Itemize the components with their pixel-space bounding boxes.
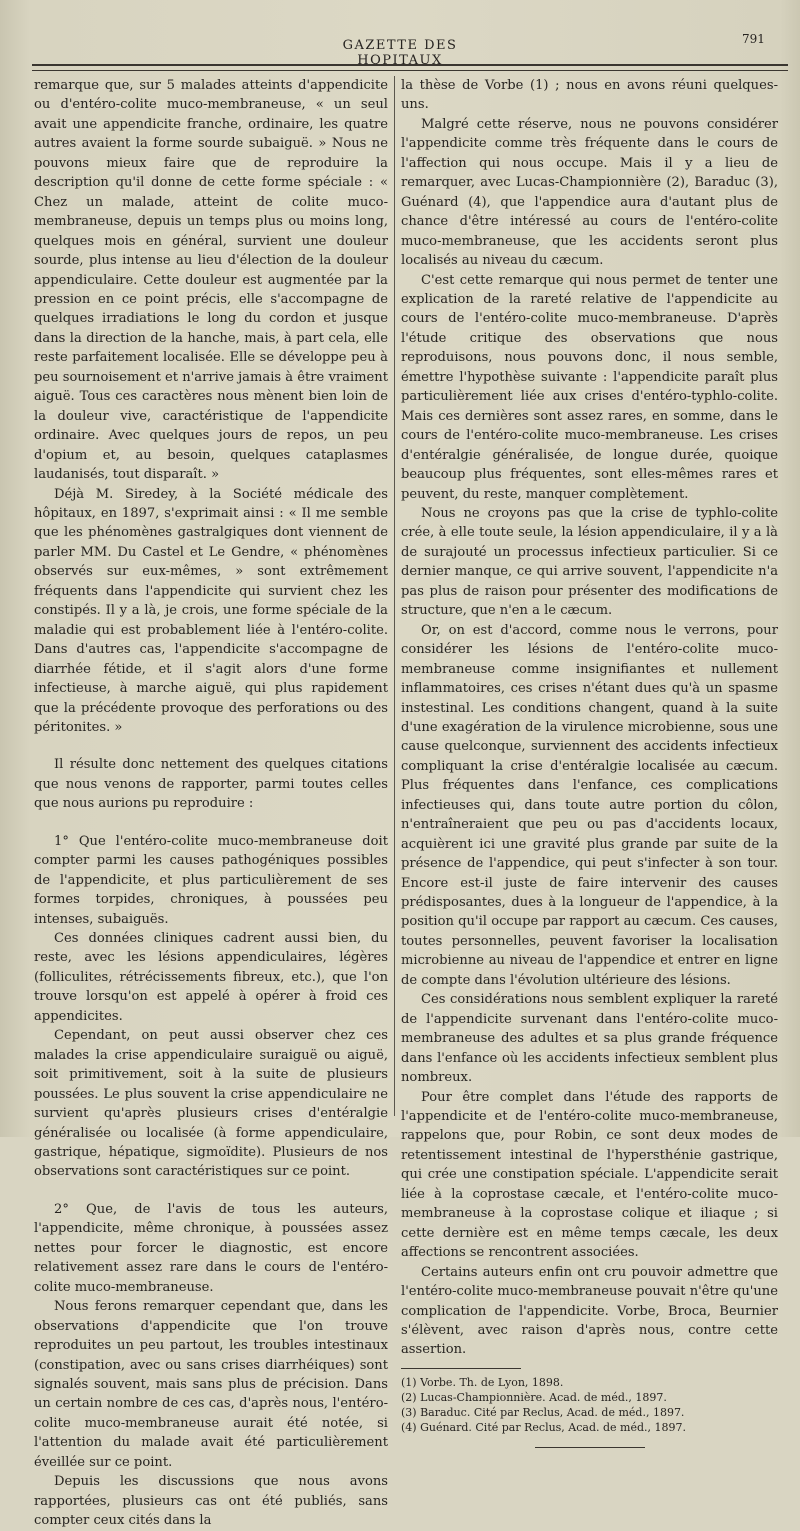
left-column xyxy=(34,76,388,1531)
paragraph: 1° Que l'entéro-colite muco-membraneuse doit compter parmi les causes pathogéniques possibles de l'appendicite, et plus particulièrement de ses formes torpides, chroniques, à poussées peu intenses, subaiguës. xyxy=(34,833,388,927)
paragraph: Depuis les discussions que nous avons rapportées, plusieurs cas ont été publiés, sans compter ceux cités dans la xyxy=(34,1474,388,1529)
page-header-title: GAZETTE DES HOPITAUX xyxy=(342,38,458,68)
paragraph: Certains auteurs enfin ont cru pouvoir admettre que l'entéro-colite muco-membraneuse pouvait n'être qu'une complication de l'appendicite. Vorbe, Broca, Beurnier s'élèvent, avec raison d'après nous, contre cette assertion. xyxy=(401,1264,778,1358)
paragraph: Nous ferons remarquer cependant que, dans les observations d'appendicite que l'on trouve reproduites un peu partout, les troubles intestinaux (constipation, avec ou sans crises diarrhéiques) sont signalés souvent, mais sans plus de précision. Dans un certain nombre de ces cas, d'après nous, l'entéro-colite muco-membraneuse aurait été notée, si l'attention du malade avait été particulièrement éveillée sur ce point. xyxy=(34,1299,388,1470)
paragraph: Ces données cliniques cadrent aussi bien, du reste, avec les lésions appendiculaires, légères (folliculites, rétrécissements fibreux, etc.), que l'on trouve lorsqu'on est appelé à opérer à froid ces appendicites. xyxy=(34,931,388,1024)
footnotes xyxy=(401,1375,778,1435)
page-number: 791 xyxy=(742,32,765,46)
column-divider xyxy=(394,76,395,1116)
paragraph: Il résulte donc nettement des quelques citations que nous venons de rapporter, parmi toutes celles que nous aurions pu reproduire : xyxy=(34,757,388,812)
paragraph: Nous ne croyons pas que la crise de typhlo-colite crée, à elle toute seule, la lésion appendiculaire, il y a là de surajouté un processus infectieux particulier. Si ce dernier manque, ce qui arrive souvent, l'appendicite n'a pas plus de raison pour présenter des modifications de structure, que n'en a le cæcum. xyxy=(401,505,778,619)
footnotes-rule xyxy=(401,1368,521,1369)
footnote: (3) Baraduc. Cité par Reclus, Acad. de méd., 1897. xyxy=(401,1405,685,1419)
paragraph: Or, on est d'accord, comme nous le verrons, pour considérer les lésions de l'entéro-colite muco-membraneuse comme insignifiantes et nullement inflammatoires, ces crises n'étant dues qu'à un spasme instestinal. Les conditions changent, quand à la suite d'une exagération de la virulence microbienne, sous une cause quelconque, surviennent des accidents infectieux compliquant la crise d'entéralgie localisée au cæcum. Plus fréquentes dans l'enfance, ces complications infectieuses qui, dans toute autre portion du côlon, n'entraîneraient que peu ou pas d'accidents locaux, acquièrent ici une gravité plus grande par suite de la présence de l'appendice, qui peut s'infecter à son tour. Encore est-il juste de faire intervenir des causes prédisposantes, dues à la longueur de l'appendice, à la position qu'il occupe par rapport au cæcum. Ces causes, toutes personnelles, peuvent favoriser la localisation microbienne au niveau de l'appendice et entrer en ligne de compte dans l'évolution ultérieure des lésions. xyxy=(401,622,778,988)
footnote: (2) Lucas-Championnière. Acad. de méd., 1897. xyxy=(401,1390,667,1404)
paragraph: Pour être complet dans l'étude des rapports de l'appendicite et de l'entéro-colite muco-membraneuse, rappelons que, pour Robin, ce sont deux modes de retentissement intestinal de l'hypersthénie gastrique, qui crée une constipation spéciale. L'appendicite serait liée à la coprostase cæcale, et l'entéro-colite muco-membraneuse à la coprostase colique et iliaque ; si cette dernière est en même temps cæcale, les deux affections se rencontrent associées. xyxy=(401,1089,778,1261)
right-column xyxy=(401,76,778,1448)
paragraph: Cependant, on peut aussi observer chez ces malades la crise appendiculaire suraiguë ou aiguë, soit primitivement, soit à la suite de plusieurs poussées. Le plus souvent la crise appendiculaire ne survient qu'après plusieurs crises d'entéralgie généralisée ou localisée (à forme appendiculaire, gastrique, hépatique, sigmoïdite). Plusieurs de nos observations sont caractéristiques sur ce point. xyxy=(34,1028,388,1180)
end-rule xyxy=(535,1447,645,1448)
header-rule xyxy=(32,64,788,66)
paragraph: Malgré cette réserve, nous ne pouvons considérer l'appendicite comme très fréquente dans le cours de l'affection qui nous occupe. Mais il y a lieu de remarquer, avec Lucas-Championnière (2), Baraduc (3), Guénard (4), que l'appendice aura d'autant plus de chance d'être intéressé au cours de l'entéro-colite muco-membraneuse, que les accidents seront plus localisés au niveau du cæcum. xyxy=(401,116,778,269)
paragraph: Ces considérations nous semblent expliquer la rareté de l'appendicite survenant dans l'entéro-colite muco-membraneuse des adultes et sa plus grande fréquence dans l'enfance où les accidents infectieux semblent plus nombreux. xyxy=(401,992,778,1086)
paragraph: C'est cette remarque qui nous permet de tenter une explication de la rareté relative de l'appendicite au cours de l'entéro-colite muco-membraneuse. D'après l'étude critique des observations que nous reproduisons, nous pouvons donc, il nous semble, émettre l'hypothèse suivante : l'appendicite paraît plus particulièrement liée aux crises d'entéro-typhlo-colite. Mais ces dernières sont assez rares, en somme, dans le cours de l'entéro-colite muco-membraneuse. Les crises d'entéralgie généralisée, de longue durée, quoique beaucoup plus fréquentes, sont elles-mêmes rares et peuvent, du reste, manquer complètement. xyxy=(401,272,778,502)
header-rule-thin xyxy=(32,70,788,71)
footnote: (1) Vorbe. Th. de Lyon, 1898. xyxy=(401,1375,564,1389)
paragraph: 2° Que, de l'avis de tous les auteurs, l'appendicite, même chronique, à poussées assez nettes pour forcer le diagnostic, est encore relativement assez rare dans le cours de l'entéro-colite muco-membraneuse. xyxy=(34,1201,388,1295)
paragraph: Déjà M. Siredey, à la Société médicale des hôpitaux, en 1897, s'exprimait ainsi : « Il me semble que les phénomènes gastralgiques dont viennent de parler MM. Du Castel et Le Gendre, « phénomènes observés sur eux-mêmes, » sont extrêmement fréquents dans l'appendicite qui survient chez les constipés. Il y a là, je crois, une forme spéciale de la maladie qui est probablement liée à l'entéro-colite. Dans d'autres cas, l'appendicite s'accompagne de diarrhée fétide, et il s'agit alors d'une forme infectieuse, à marche aiguë, qui plus rapidement que la précédente provoque des perforations ou des péritonites. » xyxy=(34,486,388,735)
footnote: (4) Guénard. Cité par Reclus, Acad. de méd., 1897. xyxy=(401,1420,687,1434)
paragraph: remarque que, sur 5 malades atteints d'appendicite ou d'entéro-colite muco-membraneuse, « un seul avait une appendicite franche, ordinaire, les quatre autres avaient la forme sourde subaiguë. » Nous ne pouvons mieux faire que de reproduire la description qu'il donne de cette forme spéciale : « Chez un malade, atteint de colite muco-membraneuse, depuis un temps plus ou moins long, quelques mois en général, survient une douleur sourde, plus intense au lieu d'élection de la douleur appendiculaire. Cette douleur est augmentée par la pression en ce point précis, elle s'accompagne de quelques irradiations le long du cordon et jusque dans la direction de la hanche, mais, à part cela, elle reste parfaitement localisée. Elle se développe peu à peu sournoisement et n'arrive jamais à être vraiment aiguë. Tous ces caractères nous mènent bien loin de la douleur vive, caractéristique de l'appendicite ordinaire. Avec quelques jours de repos, un peu d'opium et, au besoin, quelques cataplasmes laudanisés, tout disparaît. » xyxy=(34,78,388,483)
paragraph: la thèse de Vorbe (1) ; nous en avons réuni quelques-uns. xyxy=(401,78,778,113)
